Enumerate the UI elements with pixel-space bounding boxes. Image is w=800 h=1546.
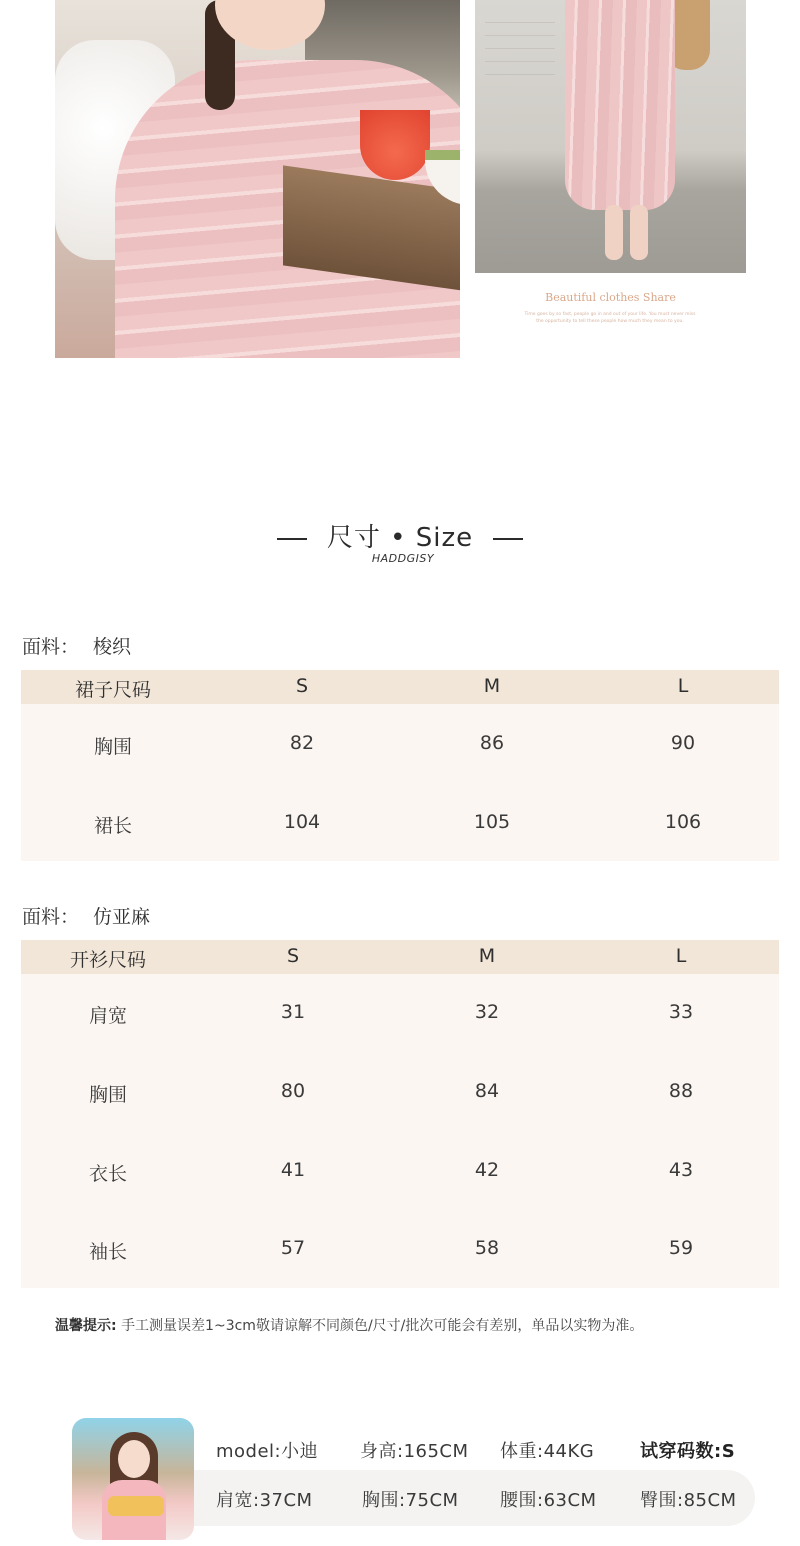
- table-cell: 57: [280, 1237, 306, 1259]
- table-header: [21, 940, 779, 974]
- table-cell: 86: [479, 732, 505, 754]
- table-cell: 胸围: [93, 736, 133, 758]
- header-cell: S: [295, 675, 309, 697]
- fabric-label-text: 面料：: [22, 906, 80, 928]
- model-height: 身高:165CM: [360, 1441, 469, 1462]
- header-cell: 裙子尺码: [74, 679, 152, 701]
- model-name: model:小迪: [216, 1441, 319, 1462]
- fabric-value: 梭织: [93, 636, 132, 658]
- table-cell: 胸围: [88, 1084, 128, 1106]
- model-try-size: 试穿码数:S: [640, 1441, 736, 1462]
- photo-leg: [605, 205, 623, 260]
- model-shoulder: 肩宽:37CM: [216, 1490, 313, 1511]
- avatar-food: [108, 1496, 164, 1516]
- table-cell: 106: [664, 811, 702, 833]
- cardigan-fabric-label: [22, 902, 150, 929]
- caption-line: the opportunity to tell these people how much they mean to you.: [536, 319, 684, 324]
- table-cell: 80: [280, 1080, 306, 1102]
- model-weight: 体重:44KG: [500, 1441, 595, 1462]
- fabric-label-text: 面料：: [22, 636, 80, 658]
- table-cell: 32: [474, 1001, 500, 1023]
- model-hip: 臀围:85CM: [640, 1490, 737, 1511]
- header-cell: L: [675, 945, 687, 967]
- photo-dress-side: [565, 0, 675, 210]
- table-cell: 82: [289, 732, 315, 754]
- heading-dash: [493, 538, 523, 540]
- heading-dash: [277, 538, 307, 540]
- table-cell: 105: [473, 811, 511, 833]
- photo-wall-sign: [485, 10, 555, 80]
- size-heading-subtitle: HADDGISY: [371, 552, 435, 565]
- model-avatar: [72, 1418, 194, 1540]
- header-cell: L: [677, 675, 689, 697]
- table-cell: 43: [668, 1159, 694, 1181]
- measurement-note: [55, 1315, 643, 1335]
- model-waist: 腰围:63CM: [500, 1490, 597, 1511]
- table-cell: 41: [280, 1159, 306, 1181]
- table-cell: 袖长: [88, 1241, 128, 1263]
- product-photo-side: [475, 0, 746, 273]
- model-bust: 胸围:75CM: [362, 1490, 459, 1511]
- photo-leg: [630, 205, 648, 260]
- header-cell: M: [483, 675, 501, 697]
- table-cell: 90: [670, 732, 696, 754]
- caption-line: Time goes by so fast, people go in and out of your life. You must never miss: [524, 312, 696, 317]
- table-cell: 58: [474, 1237, 500, 1259]
- size-heading-title: 尺寸 • Size: [326, 523, 474, 553]
- skirt-size-table: [21, 670, 779, 861]
- header-cell: 开衫尺码: [69, 949, 147, 971]
- size-heading: [0, 517, 800, 554]
- avatar-face: [118, 1440, 150, 1478]
- caption-title: Beautiful clothes Share: [545, 291, 676, 304]
- photo-drink: [360, 110, 430, 180]
- table-cell: 33: [668, 1001, 694, 1023]
- product-photo-main: [55, 0, 460, 358]
- table-cell: 59: [668, 1237, 694, 1259]
- table-cell: 肩宽: [88, 1005, 128, 1027]
- table-cell: 88: [668, 1080, 694, 1102]
- table-cell: 裙长: [93, 815, 133, 837]
- table-cell: 衣长: [88, 1163, 128, 1185]
- table-cell: 31: [280, 1001, 306, 1023]
- table-header: [21, 670, 779, 704]
- header-cell: S: [286, 945, 300, 967]
- table-cell: 104: [283, 811, 321, 833]
- note-label: 温馨提示:: [55, 1318, 117, 1334]
- fabric-value: 仿亚麻: [93, 906, 151, 928]
- note-text: 手工测量误差1~3cm敬请谅解不同颜色/尺寸/批次可能会有差别，单品以实物为准。: [121, 1318, 644, 1334]
- table-cell: 42: [474, 1159, 500, 1181]
- cardigan-size-table: [21, 940, 779, 1288]
- header-cell: M: [478, 945, 496, 967]
- table-cell: 84: [474, 1080, 500, 1102]
- skirt-fabric-label: [22, 632, 131, 659]
